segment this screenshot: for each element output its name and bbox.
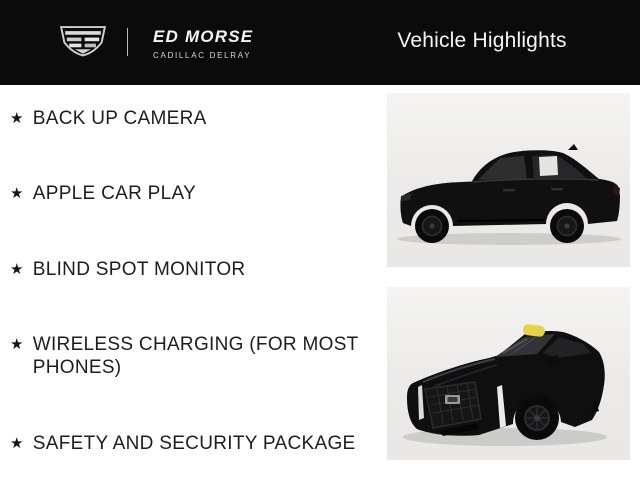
vehicle-photo-front-three-quarter bbox=[387, 287, 630, 460]
vehicle-photo-side-profile bbox=[387, 93, 630, 267]
header-bar bbox=[0, 0, 640, 85]
star-icon: ★ bbox=[10, 261, 24, 278]
page-title: Vehicle Highlights bbox=[397, 29, 567, 52]
car-side-profile-illustration bbox=[387, 93, 630, 267]
feature-item-blind-spot-monitor bbox=[10, 258, 382, 281]
dealer-name: ED MORSE bbox=[153, 27, 254, 46]
cadillac-crest-icon bbox=[57, 23, 109, 57]
feature-item-wireless-charging bbox=[10, 333, 382, 379]
car-front-three-quarter-illustration bbox=[387, 287, 630, 460]
feature-item-backup-camera bbox=[10, 107, 382, 130]
feature-label: BACK UP CAMERA bbox=[32, 108, 207, 129]
feature-item-apple-carplay bbox=[10, 182, 382, 205]
feature-label: APPLE CAR PLAY bbox=[32, 183, 197, 204]
star-icon: ★ bbox=[10, 435, 24, 452]
feature-item-safety-security-package bbox=[10, 432, 382, 455]
feature-label: BLIND SPOT MONITOR bbox=[32, 259, 246, 280]
star-icon: ★ bbox=[10, 185, 24, 202]
logo-divider bbox=[127, 28, 128, 56]
feature-label: WIRELESS CHARGING (FOR MOST PHONES) bbox=[32, 334, 359, 378]
star-icon: ★ bbox=[10, 336, 24, 353]
star-icon: ★ bbox=[10, 110, 24, 127]
feature-label: SAFETY AND SECURITY PACKAGE bbox=[32, 433, 356, 454]
dealer-logo-block bbox=[153, 27, 253, 60]
dealer-location: CADILLAC DELRAY bbox=[153, 51, 252, 60]
